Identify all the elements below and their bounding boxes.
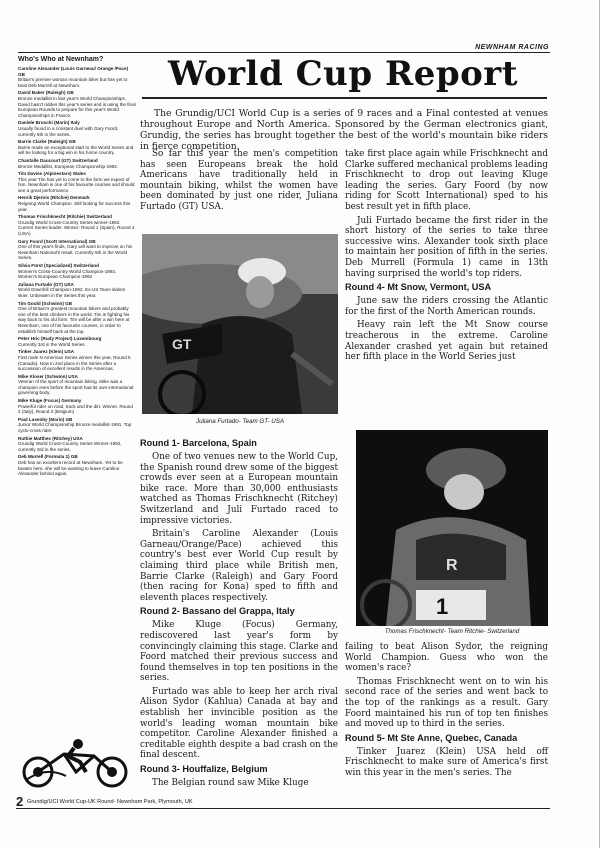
sidebar-title: Who's Who at Newnham? xyxy=(18,56,104,63)
header-rule xyxy=(18,52,550,53)
rider-name: David Baker (Raleigh) GB xyxy=(18,90,74,96)
rider-desc: Currently 3rd in the World Series. xyxy=(18,341,86,347)
column-1-top xyxy=(140,149,338,216)
page-title: World Cup Report xyxy=(168,54,518,94)
rider-desc: One of this year's finds, Gary will want to improve on his Newnham National's result. Currently 5th in the World Series. xyxy=(18,244,132,261)
rider-desc: Veteran of the sport of mountain biking. Mike was a champion even before the sport had its own international governing body. xyxy=(18,379,134,396)
paragraph: So far this year the men's competition has seen Europeans break the hold Americans have traditionally held in mountain biking, whilst the women have been dominated by just one rider, Juliana Furtado (GT) USA. xyxy=(140,149,338,212)
svg-text:R: R xyxy=(446,557,458,574)
paragraph: Britain's Caroline Alexander (Louis Garneau/Orange/Pace) achieved this country's best ever World Cup result by claiming third place while British men, Barrie Clarke (Raleigh) and Gary Foord (then racing for Kona) sped to fifth and eleventh places respectively. xyxy=(140,529,338,603)
rider-name: Chantalle Daucourt (GT) Switzerland xyxy=(18,157,98,163)
cyclist-logo xyxy=(16,736,138,794)
rider-desc: First male N American Series winner this year, Round 5 (Canada). Now in 2nd place in the Series after a succession of excellent results in the Americas. xyxy=(18,354,131,372)
rider-desc: Deb has an excellent record at Newnham. Yet to be beaten here, she will be wanting to leave Caroline Alexander behind again. xyxy=(18,460,123,477)
list-item xyxy=(18,239,136,261)
rider-name: Daniele Bruschi (Marin) Italy xyxy=(18,120,80,126)
column-1-bottom xyxy=(140,436,338,792)
rider-desc: Powerful rider on road, track and the dirt. Winner, Round 2 (Italy), Round 3 (Belgium) xyxy=(18,403,133,415)
list-item xyxy=(18,158,136,169)
list-item xyxy=(18,336,136,347)
rider-desc: Reigning World Champion. Still looking for success this year. xyxy=(18,201,131,212)
list-item xyxy=(18,263,136,280)
whos-who-list xyxy=(18,66,136,477)
rider-desc: Grundig World Cross-Country Series winner-1992. Current Series leader. Winner: Round 1 (Spain), Round 4 (USA) xyxy=(18,219,135,237)
list-item xyxy=(18,66,136,88)
photo-caption: Juliana Furtado- Team GT- USA xyxy=(196,418,284,425)
list-item xyxy=(18,139,136,156)
rider-desc: Women's Cross-Country World Champion-1992, Women's European Champion-1992 xyxy=(18,268,117,280)
title-rule xyxy=(142,97,547,99)
paragraph: Tinker Juarez (Klein) USA held off Frischknecht to make sure of America's first win this year in the men's series. The xyxy=(345,746,548,778)
paragraph: Heavy rain left the Mt Snow course treacherous in the extreme. Caroline Alexander crashed yet again but retained her fifth place in the World Series just xyxy=(345,320,548,363)
photo-caption: Thomas Frischknecht- Team Ritchie- Switzerland xyxy=(384,628,520,635)
rider-name: Peter Hric (Rudy Project) Luxembourg xyxy=(18,336,102,342)
column-2-top xyxy=(345,149,548,366)
rider-name: Tim Davies (Alpinestars) Wales xyxy=(18,171,86,177)
svg-text:GT: GT xyxy=(172,336,192,352)
rider-desc: Grundig World Cross-Country Series Winner-1992, currently 3rd in the series. xyxy=(18,441,122,452)
paragraph: Juli Furtado became the first rider in the short history of the series to take three successive wins. Alexander took sixth place to maintain her position of fifth in the series. Deb Murrell (Formula 1) came in 13th having surprised the world's top riders. xyxy=(345,215,548,279)
section-heading: Round 4- Mt Snow, Vermont, USA xyxy=(345,282,492,293)
bicycle-icon xyxy=(16,736,138,794)
section-heading: Round 2- Bassano del Grappa, Italy xyxy=(140,606,295,617)
list-item xyxy=(18,195,136,212)
rider-name: Tinker Juarez (Klein) USA xyxy=(18,349,75,355)
list-item xyxy=(18,398,136,415)
list-item xyxy=(18,171,136,193)
list-item xyxy=(18,417,136,434)
list-item xyxy=(18,454,136,476)
rider-name: Silvia Fürst (Specialized) Switzerland xyxy=(18,263,99,268)
rider-name: Ruthie Matthes (Ritchey) USA xyxy=(18,435,83,441)
section-heading: Round 3- Houffalize, Belgium xyxy=(140,764,268,775)
list-item xyxy=(18,436,136,453)
rider-desc: Bronze Medallist, European Championship-1992. xyxy=(18,163,119,169)
paragraph: take first place again while Frischknecht and Clarke suffered mechanical problems leading Frischknecht to drop out leaving Kluge leading the series. Gary Foord (by now riding for Scott International) sped to his best result yet in fifth place. xyxy=(345,149,548,212)
rider-name: Juliana Furtado (GT) USA xyxy=(18,281,74,287)
rider-desc: Junior World Championship Bronze medallist-1991. Top cyclo-cross rider. xyxy=(18,422,132,434)
rider-name: Barrie Clarke (Raleigh) GB xyxy=(18,139,76,145)
rider-name: Mike Kloser (Schwinn) USA xyxy=(18,373,78,379)
intro-paragraph: The Grundig/UCI World Cup is a series of 9 races and a Final contested at venues throughout Europe and North America. Sponsored by the German electronics giant, Grundig, the series has brought together the best of the world's mountain bike riders in fierce competition. xyxy=(140,108,548,152)
rider-desc: This year Tim has yet to come to the form we expect of him. Newnham is one of his favourite courses and should see a great performance. xyxy=(18,176,135,193)
svg-text:1: 1 xyxy=(436,594,449,619)
rider-name: Caroline Alexander (Louis Garneau/ Orange /Pace) GB xyxy=(18,66,129,77)
page-number: 2 xyxy=(16,794,24,809)
paragraph: failing to beat Alison Sydor, the reigning World Champion. Guess who won the women's race? xyxy=(345,642,548,674)
list-item xyxy=(18,282,136,299)
list-item xyxy=(18,374,136,396)
rider-name: Gary Foord (Scott International) GB xyxy=(18,238,96,244)
whos-who-sidebar xyxy=(18,56,136,804)
rider-desc: One of Britain's greatest mountain bikers and probably one of the best climbers in the world. Tim is fighting his way back to his old form. Tim will be after a win here at Newnham, one of his favourite courses, in order to establish himself back at the top. xyxy=(18,306,130,334)
photo-thomas-frischknecht xyxy=(356,430,548,626)
paragraph: Furtado was able to keep her arch rival Alison Sydor (Kahlua) Canada at bay and establish her invincible position as the world's leading woman mountain bike competitor. Caroline Alexander finished a creditable eighth despite a bad crash on the final descent. xyxy=(140,686,338,761)
paragraph: June saw the riders crossing the Atlantic for the first of the North American rounds. xyxy=(345,296,548,317)
rider-desc: Bronze medallist in last year's World Championships, David hasn't ridden this year's series and is using the final European Rounds to prepare for this year's World Championships in France. xyxy=(18,95,136,118)
paragraph: Mike Kluge (Focus) Germany, rediscovered last year's form by convincingly claiming this stage. Clarke and Foord matched their previous success and found themselves in top ten positions in the series. xyxy=(140,620,338,684)
rider-name: Henrik Djernis (Ritchie) Denmark xyxy=(18,195,90,201)
rider-desc: Britain's premier woman mountain biker but has yet to beat Deb Murrell at Newnham. xyxy=(18,77,128,88)
list-item xyxy=(18,120,136,137)
list-item xyxy=(18,349,136,371)
paragraph: The Belgian round saw Mike Kluge xyxy=(152,778,309,789)
rider-name: Tim Gould (Schwinn) GB xyxy=(18,300,73,306)
rider-desc: World Downhill Champion-1992. Ex-US Team slalom skier. Unbeaten in the Series this year. xyxy=(18,287,126,298)
column-2-bottom xyxy=(345,642,548,782)
footer-text: Grundig/UCI World Cup-UK Round- Newnham Park, Plymouth, UK xyxy=(27,799,193,805)
running-header: NEWNHAM RACING xyxy=(475,44,549,51)
rider-name: Thomas Frischknecht (Ritchie) Switzerland xyxy=(18,214,112,220)
section-heading: Round 1- Barcelona, Spain xyxy=(140,438,257,448)
paragraph: Thomas Frischknecht went on to win his second race of the series and went back to the top of the rankings as a result. Gary Foord maintained his run of top ten finishes and moved up to third in the series. xyxy=(345,676,548,730)
list-item xyxy=(18,90,136,118)
rider-name: Deb Murrell (Formula 1) GB xyxy=(18,454,78,460)
list-item xyxy=(18,301,136,335)
rider-desc: Barrie made an exceptional start to the World Series and will be looking for a big win in his home country. xyxy=(18,144,134,156)
rider-desc: Usually found in a constant duel with Gary Foord, currently 8th in the series. xyxy=(18,125,119,137)
list-item xyxy=(18,214,136,236)
paragraph: One of two venues new to the World Cup, the Spanish round drew some of the biggest crowds ever seen at a European mountain bike race. More than 30,000 enthusiasts watched as Thomas Frischknecht (Ritchey) Switzerland and Juli Furtado raced to impressive victories. xyxy=(140,452,338,526)
footer-rule xyxy=(16,808,550,809)
rider-name: Paul Lasenby (Marin) GB xyxy=(18,416,73,422)
rider-name: Mike Kluge (Focus) Germany xyxy=(18,398,82,404)
section-heading: Round 5- Mt Ste Anne, Quebec, Canada xyxy=(345,732,518,743)
photo-juliana-furtado xyxy=(142,234,338,414)
